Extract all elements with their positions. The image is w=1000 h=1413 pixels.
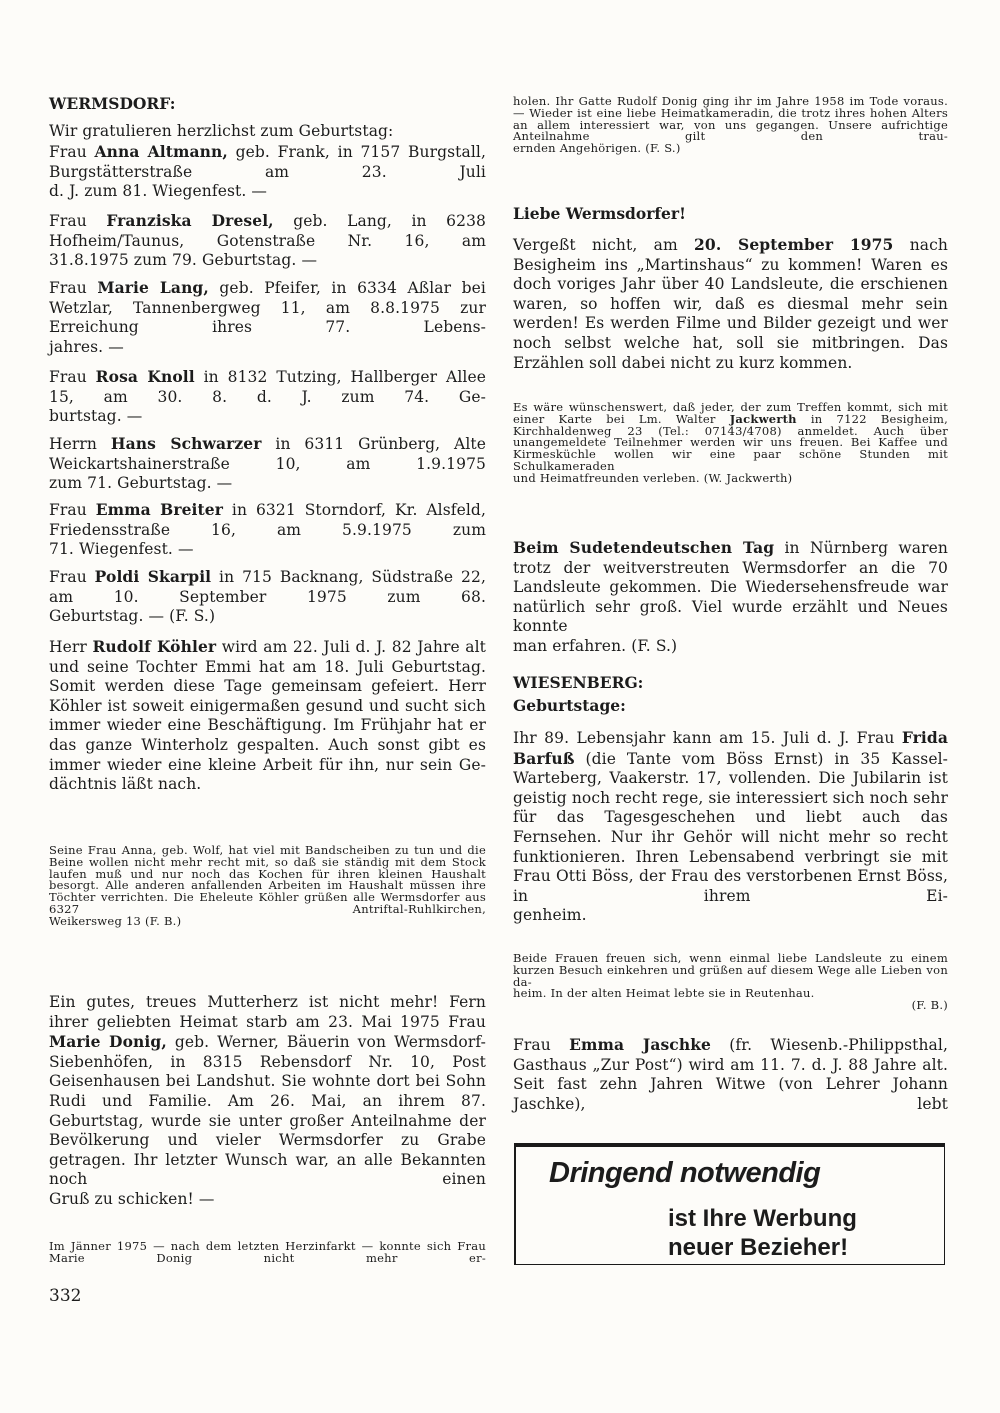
section-heading-wermsdorf: WERMSDORF: [49,94,176,113]
page-number: 332 [49,1286,82,1306]
meeting-small-print: Es wäre wünschenswert, daß jeder, der zum Treffen kommt, sich mit einer Karte bei Lm. Walter Jackwerth in 7122 Besigheim, Kirchhaldenweg 23 (Tel.: 07143/4708) anmeldet. Auch über unangemeldete Teilnehmer werden wir uns freuen. Bei Kaffee und Kirmesküchle wollen wir eine paar schöne Stunden mit Schulkameraden und Heimatfreunden verleben. (W. Jackwerth) [513,400,948,485]
advertisement-box [514,1143,945,1265]
koehler-small-print: Seine Frau Anna, geb. Wolf, hat viel mit Bandscheiben zu tun und die Beine wollen nicht mehr recht mit, so daß sie ständig mit dem Stock laufen muß und nur noch das Kochen für ihren kleinen Haushalt besorgt. Alle anderen anfallenden Arbeiten im Haushalt müssen ihre Töchter verrichten. Die Eheleute Köhler grüßen alle Wermsdorfer aus 6327 Antriftal-Ruhlkirchen, Weikersweg 13 (F. B.) [49,843,486,928]
person-name: Hans Schwarzer [110,434,262,453]
ad-headline: Dringend notwendig [549,1157,821,1189]
person-name: Anna Altmann, [94,142,228,161]
donig-obituary: Ein gutes, treues Mutterherz ist nicht mehr! Fern ihrer geliebten Heimat starb am 23. Mai 1975 Frau Marie Donig, geb. Werner, Bäuerin von Wermsdorf-Siebenhöfen, in 8315 Rebensdorf Nr. 10, Post Geisenhausen bei Landshut. Sie wohnte dort bei Sohn Rudi und Familie. Am 26. Mai, an ihrem 87. Geburtstag, wurde sie unter großer Anteilnahme der Bevölkerung und vieler Wermsdorfer zu Grabe getragen. Ihr letzter Wunsch war, an alle Bekannten noch einen Gruß zu schicken! — [49,993,486,1208]
ad-line-3: neuer Bezieher! [668,1234,849,1261]
person-name: Marie Donig, [49,1032,167,1052]
donig-small-print: Im Jänner 1975 — nach dem letzten Herzinfarkt — konnte sich Frau Marie Donig nicht mehr er- [49,1239,486,1265]
person-name: Emma Jaschke [569,1035,711,1054]
birthday-entry: Frau Anna Altmann, geb. Frank, in 7157 Burgstall, Burgstätterstraße am 23. Juli d. J. zum 81. Wiegenfest. — [49,142,486,201]
section-heading-wiesenberg: WIESENBERG: [513,673,644,692]
jaschke-paragraph: Frau Emma Jaschke (fr. Wiesenb.-Philippsthal, Gasthaus „Zur Post“) wird am 11. 7. d. J. 88 Jahre alt. Seit fast zehn Jahren Witwe (von Lehrer Johann Jaschke), lebt [513,1035,948,1113]
person-name: Jackwerth [729,411,797,426]
person-name: Poldi Skarpil [94,567,212,586]
barfuss-small-print: Beide Frauen freuen sich, wenn einmal liebe Landsleute zu einem kurzen Besuch einkehren und grüßen auf diesem Wege alle Lieben von da- heim. In der alten Heimat lebte sie in Reutenhau. (F. B.) [513,951,948,1013]
person-name: Marie Lang, [97,278,209,297]
ad-line-2: ist Ihre Werbung [668,1205,857,1232]
birthday-entry: Herrn Hans Schwarzer in 6311 Grünberg, Alte Weickartshainerstraße 10, am 1.9.1975 zum 71. Geburtstag. — [49,434,486,493]
subheading-geburtstage: Geburtstage: [513,696,626,715]
person-name: Rudolf Köhler [92,637,217,656]
barfuss-paragraph: Ihr 89. Lebensjahr kann am 15. Juli d. J. Frau Frida Barfuß (die Tante vom Böss Ernst) in 35 Kassel-Warteberg, Vaakerstr. 17, vollenden. Die Jubilarin ist geistig noch recht rege, sie interessiert sich noch sehr für das Tagesgeschehen und liebt auch das Fernsehen. Nur ihr Gehör will nicht mehr so recht funktionieren. Ihren Lebensabend verbringt sie mit Frau Otti Böss, der Frau des verstorbenen Ernst Böss, in ihrem Ei- genheim. [513,728,948,925]
intro-text: Wir gratulieren herzlichst zum Geburtstag: [49,122,394,140]
person-name: Franziska Dresel, [106,211,274,230]
birthday-entry: Frau Franziska Dresel, geb. Lang, in 6238 Hofheim/Taunus, Gotenstraße Nr. 16, am 31.8.1975 zum 79. Geburtstag. — [49,211,486,270]
person-name: Rosa Knoll [95,367,195,386]
person-name: Frida Barfuß [513,728,948,768]
donig-small-print-continued: holen. Ihr Gatte Rudolf Donig ging ihr im Jahre 1958 im Tode voraus. — Wieder ist eine liebe Heimatkameradin, die trotz ihres hohen Alters an allem interessiert war, von uns gegangen. Unsere aufrichtige Anteilnahme gilt den trau- ernden Angehörigen. (F. S.) [513,94,948,156]
birthday-entry: Frau Marie Lang, geb. Pfeifer, in 6334 Aßlar bei Wetzlar, Tannenbergweg 11, am 8.8.1975 zur Erreichung ihres 77. Lebens- jahres. — [49,278,486,356]
heading-liebe-wermsdorfer: Liebe Wermsdorfer! [513,204,686,223]
sudetendeutscher-tag-paragraph: Beim Sudetendeutschen Tag in Nürnberg waren trotz der weitverstreuten Wermsdorfer an die 70 Landsleute gekommen. Die Wiedersehensfreude war natürlich sehr groß. Viel wurde erzählt und Neues konnte man erfahren. (F. S.) [513,538,948,655]
person-name: Emma Breiter [95,500,224,519]
meeting-announcement: Vergeßt nicht, am 20. September 1975 nach Besigheim ins „Martinshaus“ zu kommen! Waren es doch voriges Jahr über 40 Landsleute, die erschienen waren, so hoffen wir, daß es diesmal mehr sein werden! Es werden Filme und Bilder gezeigt und wer noch selbst welche hat, soll sie mitbringen. Das Erzählen soll dabei nicht zu kurz kommen. [513,235,948,372]
birthday-entry: Frau Emma Breiter in 6321 Storndorf, Kr. Alsfeld, Friedensstraße 16, am 5.9.1975 zum 71. Wiegenfest. — [49,500,486,559]
koehler-paragraph: Herr Rudolf Köhler wird am 22. Juli d. J. 82 Jahre alt und seine Tochter Emmi hat am 18. Juli Geburtstag. Somit werden diese Tage gemeinsam gefeiert. Herr Köhler ist soweit einigermaßen gesund und sucht sich immer wieder eine Beschäftigung. Im Frühjahr hat er das ganze Winterholz gespalten. Auch sonst gibt es immer wieder eine kleine Arbeit für ihn, nur sein Ge- dächtnis läßt nach. [49,637,486,794]
birthday-entry: Frau Poldi Skarpil in 715 Backnang, Südstraße 22, am 10. September 1975 zum 68. Geburtstag. — (F. S.) [49,567,486,626]
birthday-entry: Frau Rosa Knoll in 8132 Tutzing, Hallberger Allee 15, am 30. 8. d. J. zum 74. Ge- burtstag. — [49,367,486,426]
